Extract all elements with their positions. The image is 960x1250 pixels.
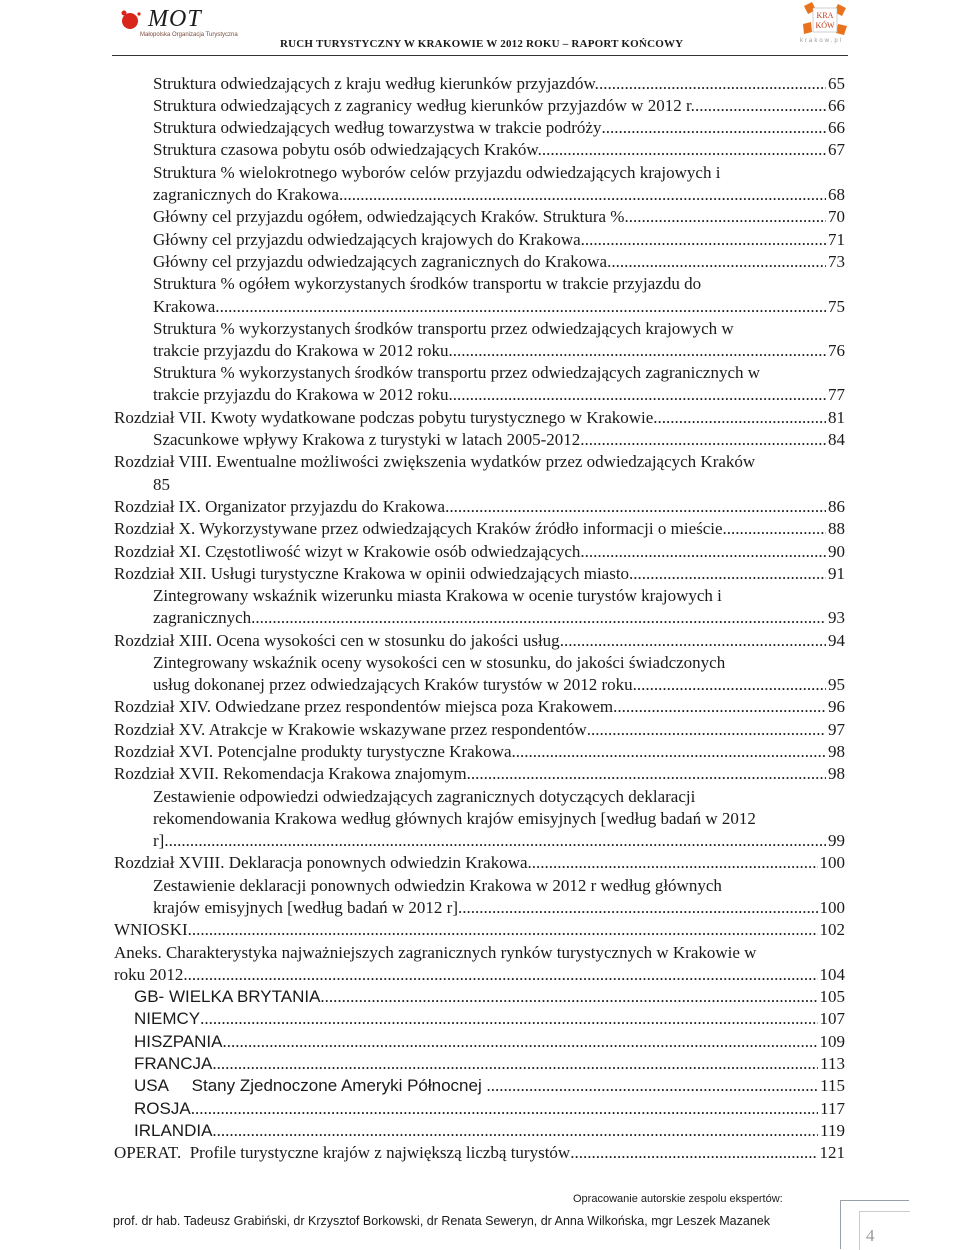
toc-entry-title: Rozdział VII. Kwoty wydatkowane podczas pobytu turystycznego w Krakowie	[114, 408, 654, 427]
toc-entry-title: NIEMCY	[134, 1009, 201, 1028]
toc-entry[interactable]	[134, 1053, 845, 1075]
toc-entry[interactable]	[114, 719, 845, 741]
toc-entry-title: roku 2012	[114, 965, 184, 984]
toc-entry[interactable]	[134, 1098, 845, 1120]
toc-leader	[653, 407, 826, 429]
toc-entry-title: Rozdział XVI. Potencjalne produkty turystyczne Krakowa	[114, 742, 512, 761]
toc-entry[interactable]	[153, 251, 845, 273]
toc-leader	[611, 251, 826, 273]
toc-entry-page: 71	[828, 230, 845, 249]
toc-leader	[587, 719, 826, 741]
toc-leader	[601, 117, 826, 139]
toc-entry-page: 98	[828, 764, 845, 783]
toc-entry-title: Struktura odwiedzających z kraju według kierunków przyjazdów.	[153, 74, 599, 93]
toc-leader	[629, 563, 826, 585]
toc-entry-title: Struktura odwiedzających według towarzystwa w trakcie podróży	[153, 118, 602, 137]
toc-leader	[624, 206, 826, 228]
toc-entry-title: zagranicznych.	[153, 608, 256, 627]
toc-entry[interactable]	[134, 1008, 845, 1030]
krakow-logo-line1: KRA	[816, 11, 834, 20]
toc-entry-page: 98	[828, 742, 845, 761]
toc-entry[interactable]	[153, 139, 845, 161]
toc-entry-page: 94	[828, 631, 845, 650]
mot-logo-text: MOT	[148, 6, 202, 32]
toc-leader	[188, 919, 818, 941]
toc-entry[interactable]	[114, 852, 845, 874]
toc-entry-title: zagranicznych do Krakowa.	[153, 185, 344, 204]
toc-entry-page: 70	[828, 207, 845, 226]
toc-entry-page: 85	[153, 475, 170, 494]
toc-entry-page: 81	[828, 408, 845, 427]
toc-entry-page: 90	[828, 542, 845, 561]
toc-entry-title: Rozdział XIII. Ocena wysokości cen w stosunku do jakości usług	[114, 631, 560, 650]
toc-leader	[723, 518, 826, 540]
toc-leader	[449, 340, 826, 362]
toc-entry-page: 102	[819, 920, 845, 939]
toc-leader	[453, 384, 826, 406]
toc-entry[interactable]	[153, 897, 845, 919]
toc-entry-page: 113	[820, 1054, 845, 1073]
toc-leader	[445, 496, 826, 518]
toc-entry-title: Rozdział XI. Częstotliwość wizyt w Krakowie osób odwiedzających	[114, 542, 581, 561]
toc-entry-title: krajów emisyjnych [według badań w 2012 r].	[153, 898, 463, 917]
toc-entry-title: trakcie przyjazdu do Krakowa w 2012 roku	[153, 341, 449, 360]
toc-entry-page: 109	[819, 1032, 845, 1051]
toc-entry-page: 75	[828, 297, 845, 316]
toc-entry-page: 115	[820, 1076, 845, 1095]
toc-entry-title: Krakowa.	[153, 297, 220, 316]
toc-entry-page: 121	[819, 1143, 845, 1162]
toc-entry-page: 91	[828, 564, 845, 583]
toc-entry[interactable]	[114, 763, 845, 785]
toc-leader	[222, 1031, 817, 1053]
toc-leader	[695, 95, 826, 117]
toc-entry-title: usług dokonanej przez odwiedzających Kraków turystów w 2012 roku	[153, 675, 633, 694]
toc-entry-title: HISZPANIA	[134, 1032, 223, 1051]
toc-entry-title: ROSJA	[134, 1099, 191, 1118]
toc-entry-line1: Struktura % wykorzystanych środków transportu przez odwiedzających krajowych w	[153, 319, 734, 338]
toc-leader	[542, 139, 826, 161]
toc-entry-title: WNIOSKI	[114, 920, 188, 939]
toc-entry[interactable]	[153, 830, 845, 852]
toc-entry-title: trakcie przyjazdu do Krakowa w 2012 roku.	[153, 385, 453, 404]
toc-leader	[512, 741, 827, 763]
toc-leader	[613, 696, 826, 718]
toc-entry-page: 73	[828, 252, 845, 271]
toc-entry[interactable]	[153, 674, 845, 696]
toc-entry-title: Rozdział XVII. Rekomendacja Krakowa znajomym	[114, 764, 467, 783]
toc-entry[interactable]	[153, 340, 845, 362]
toc-entry[interactable]	[114, 563, 845, 585]
toc-entry-line1: Struktura % wykorzystanych środków transportu przez odwiedzających zagranicznych w	[153, 363, 761, 382]
toc-entry-title: Struktura odwiedzających z zagranicy według kierunków przyjazdów w 2012 r.	[153, 96, 695, 115]
toc-entry-page: 68	[828, 185, 845, 204]
toc-leader	[169, 830, 826, 852]
toc-entry[interactable]	[114, 630, 845, 652]
toc-entry-title: Główny cel przyjazdu odwiedzających zagranicznych do Krakowa.	[153, 252, 612, 271]
toc-entry-title: Rozdział XIV. Odwiedzane przez respondentów miejsca poza Krakowem	[114, 697, 614, 716]
toc-entry[interactable]	[114, 1142, 845, 1164]
header-divider	[112, 55, 848, 56]
toc-entry-page: 119	[820, 1121, 845, 1140]
mot-logo	[118, 6, 238, 40]
toc-entry-title: Główny cel przyjazdu odwiedzających krajowych do Krakowa.	[153, 230, 585, 249]
toc-leader	[462, 897, 817, 919]
toc-entry-page: 93	[828, 608, 845, 627]
toc-entry[interactable]	[114, 496, 845, 518]
toc-entry[interactable]	[134, 1031, 845, 1053]
toc-leader	[633, 674, 826, 696]
toc-entry-page: 76	[828, 341, 845, 360]
toc-entry[interactable]	[153, 607, 845, 629]
toc-entry-title: USA Stany Zjednoczone Ameryki Północnej	[134, 1076, 487, 1095]
toc-entry[interactable]	[114, 919, 845, 941]
toc-entry-title: Rozdział IX. Organizator przyjazdu do Krakowa	[114, 497, 446, 516]
toc-entry-page: 104	[819, 965, 845, 984]
krakow-logo	[800, 2, 850, 46]
toc-entry-title: Struktura czasowa pobytu osób odwiedzających Kraków.	[153, 140, 542, 159]
toc-entry-title: FRANCJA	[134, 1054, 213, 1073]
toc-entry-title: Rozdział XVIII. Deklaracja ponownych odwiedzin Krakowa.	[114, 853, 532, 872]
toc-leader	[343, 184, 826, 206]
toc-entry[interactable]	[114, 541, 845, 563]
toc-leader	[191, 1098, 818, 1120]
toc-entry-page: 99	[828, 831, 845, 850]
toc-entry[interactable]	[153, 117, 845, 139]
toc-entry[interactable]	[153, 296, 845, 318]
toc-entry-page: 84	[828, 430, 845, 449]
toc-entry-line1[interactable]: Rozdział VIII. Ewentualne możliwości zwiększenia wydatków przez odwiedzających Kraków	[114, 452, 756, 471]
mot-logo-subtitle: Małopolska Organizacja Turystyczna	[140, 32, 238, 38]
toc-entry[interactable]	[134, 1120, 845, 1142]
footer-authors-heading: Opracowanie autorskie zespolu ekspertów:	[573, 1193, 783, 1205]
toc-entry[interactable]	[114, 518, 845, 540]
toc-entry[interactable]	[114, 964, 845, 986]
toc-entry-line1: Struktura % wielokrotnego wyborów celów przyjazdu odwiedzających krajowych i	[153, 163, 721, 182]
footer-authors: prof. dr hab. Tadeusz Grabiński, dr Krzysztof Borkowski, dr Renata Seweryn, dr Anna Wilkońska, mgr Leszek Mazanek	[113, 1214, 770, 1228]
toc-leader	[200, 1008, 817, 1030]
toc-entry-line1: Zestawienie deklaracji ponownych odwiedzin Krakowa w 2012 r według głównych	[153, 876, 722, 895]
toc-entry-page: 86	[828, 497, 845, 516]
toc-entry-page: 88	[828, 519, 845, 538]
toc-leader	[580, 541, 826, 563]
toc-entry-title: Główny cel przyjazdu ogółem, odwiedzających Kraków. Struktura %	[153, 207, 625, 226]
toc-entry[interactable]	[134, 986, 845, 1008]
toc-entry[interactable]	[153, 429, 845, 451]
toc-entry-page: 100	[819, 898, 845, 917]
toc-leader	[560, 630, 826, 652]
toc-leader	[532, 852, 818, 874]
toc-entry-page: 107	[819, 1009, 845, 1028]
page-number: 4	[866, 1226, 875, 1245]
toc-leader	[486, 1075, 818, 1097]
mot-logo-mark-icon	[118, 8, 146, 32]
toc-leader	[599, 73, 826, 95]
toc-entry-page: 117	[820, 1099, 845, 1118]
toc-entry-title: Rozdział X. Wykorzystywane przez odwiedzających Kraków źródło informacji o mieście	[114, 519, 723, 538]
toc-entry[interactable]	[134, 1075, 845, 1097]
toc-entry-page: 97	[828, 720, 845, 739]
krakow-logo-domain: krakow.pl	[800, 38, 844, 44]
toc-entry-page: 77	[828, 385, 845, 404]
toc-entry-line1: Struktura % ogółem wykorzystanych środków transportu w trakcie przyjazdu do	[153, 274, 702, 293]
toc-entry-page: 65	[828, 74, 845, 93]
toc-entry-line1: Zintegrowany wskaźnik wizerunku miasta Krakowa w ocenie turystów krajowych i	[153, 586, 722, 605]
toc-leader	[220, 296, 826, 318]
toc-leader	[255, 607, 826, 629]
toc-entry-title: GB- WIELKA BRYTANIA	[134, 987, 321, 1006]
toc-entry-title: Rozdział XV. Atrakcje w Krakowie wskazywane przez respondentów	[114, 720, 587, 739]
toc-entry-title: Szacunkowe wpływy Krakowa z turystyki w latach 2005-2012	[153, 430, 581, 449]
krakow-logo-icon	[800, 2, 850, 38]
toc-entry[interactable]	[153, 95, 845, 117]
toc-entry-line1: Zintegrowany wskaźnik oceny wysokości cen w stosunku, do jakości świadczonych	[153, 653, 726, 672]
toc-entry-title: Rozdział XII. Usługi turystyczne Krakowa w opinii odwiedzających miasto	[114, 564, 630, 583]
toc-leader	[580, 429, 826, 451]
toc-entry-page: 96	[828, 697, 845, 716]
toc-entry[interactable]	[114, 407, 845, 429]
toc-leader	[183, 964, 817, 986]
page-header-title: RUCH TURYSTYCZNY W KRAKOWIE W 2012 ROKU – RAPORT KOŃCOWY	[280, 38, 684, 50]
toc-entry-page: 105	[819, 987, 845, 1006]
toc-entry-line2: rekomendowania Krakowa według głównych krajów emisyjnych [według badań w 2012	[153, 809, 756, 828]
krakow-logo-line2: KÓW	[815, 21, 835, 30]
toc-entry-title: r].	[153, 831, 169, 850]
toc-entry-page: 66	[828, 118, 845, 137]
toc-entry[interactable]	[153, 384, 845, 406]
toc-entry[interactable]	[153, 184, 845, 206]
toc-leader	[570, 1142, 817, 1164]
toc-leader	[320, 986, 817, 1008]
toc-leader	[585, 229, 826, 251]
toc-entry[interactable]	[153, 73, 845, 95]
toc-entry-page: 100	[819, 853, 845, 872]
toc-entry-line1: Zestawienie odpowiedzi odwiedzających zagranicznych dotyczących deklaracji	[153, 787, 696, 806]
toc-entry[interactable]	[153, 229, 845, 251]
toc-entry[interactable]	[114, 696, 845, 718]
toc-entry-title: IRLANDIA	[134, 1121, 213, 1140]
toc-leader	[212, 1120, 818, 1142]
toc-entry-line1: Aneks. Charakterystyka najważniejszych zagranicznych rynków turystycznych w Krakowie w	[114, 943, 757, 962]
toc-entry-page: 95	[828, 675, 845, 694]
toc-entry-title: OPERAT. Profile turystyczne krajów z największą liczbą turystów	[114, 1143, 571, 1162]
toc-entry[interactable]	[114, 741, 845, 763]
toc-leader	[212, 1053, 818, 1075]
toc-entry-page: 66	[828, 96, 845, 115]
toc-entry[interactable]	[153, 206, 845, 228]
toc-leader	[467, 763, 826, 785]
toc-entry-page: 67	[828, 140, 845, 159]
